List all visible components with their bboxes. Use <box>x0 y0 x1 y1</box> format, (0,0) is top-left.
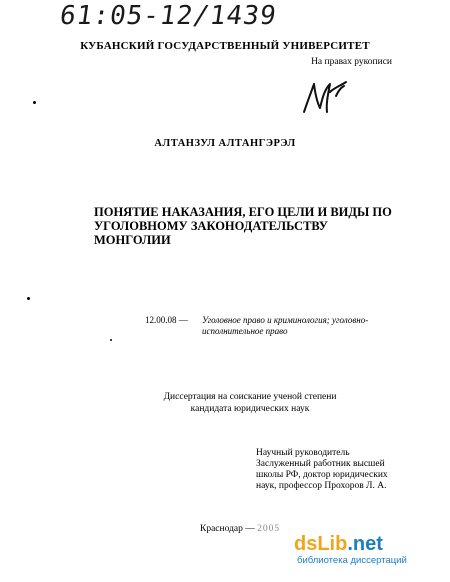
year: 2005 <box>257 524 281 534</box>
author-name: АЛТАНЗУЛ АЛТАНГЭРЭЛ <box>154 138 296 149</box>
specialty-name: Уголовное право и криминология; уголовно-исполнительное право <box>202 315 369 336</box>
manuscript-note: На правах рукописи <box>311 57 392 67</box>
title-line: ПОНЯТИЕ НАКАЗАНИЯ, ЕГО ЦЕЛИ И ВИДЫ ПО <box>94 205 392 219</box>
supervisor-line: школы РФ, доктор юридических <box>256 470 388 480</box>
degree-statement <box>150 391 350 415</box>
speck-mark <box>110 339 112 341</box>
dslib-watermark[interactable] <box>294 533 407 567</box>
title-line: УГОЛОВНОМУ ЗАКОНОДАТЕЛЬСТВУ <box>94 219 328 233</box>
logo-main: dsLib <box>294 533 348 555</box>
university-name: КУБАНСКИЙ ГОСУДАРСТВЕННЫЙ УНИВЕРСИТЕТ <box>80 40 370 52</box>
supervisor-line: наук, профессор Прохоров Л. А. <box>256 481 387 491</box>
specialty-code: 12.00.08 — <box>145 315 188 325</box>
dissertation-title <box>94 205 414 247</box>
supervisor-block <box>256 448 406 492</box>
title-line: МОНГОЛИИ <box>94 233 171 247</box>
speck-mark <box>27 297 30 300</box>
place-and-year <box>200 524 280 534</box>
supervisor-line: Заслуженный работник высшей <box>256 459 385 469</box>
logo-tld: .net <box>347 533 383 555</box>
handwritten-signature <box>300 78 352 118</box>
archive-stamp: 61:05-12/1439 <box>57 1 279 31</box>
dslib-logo[interactable] <box>294 533 407 555</box>
supervisor-line: Научный руководитель <box>256 448 350 458</box>
speck-mark <box>33 101 36 104</box>
watermark-subtitle: библиотека диссертаций <box>297 555 407 566</box>
degree-line: Диссертация на соискание ученой степени <box>163 392 337 402</box>
degree-line: кандидата юридических наук <box>190 404 310 414</box>
city-name: Краснодар — <box>200 524 258 534</box>
